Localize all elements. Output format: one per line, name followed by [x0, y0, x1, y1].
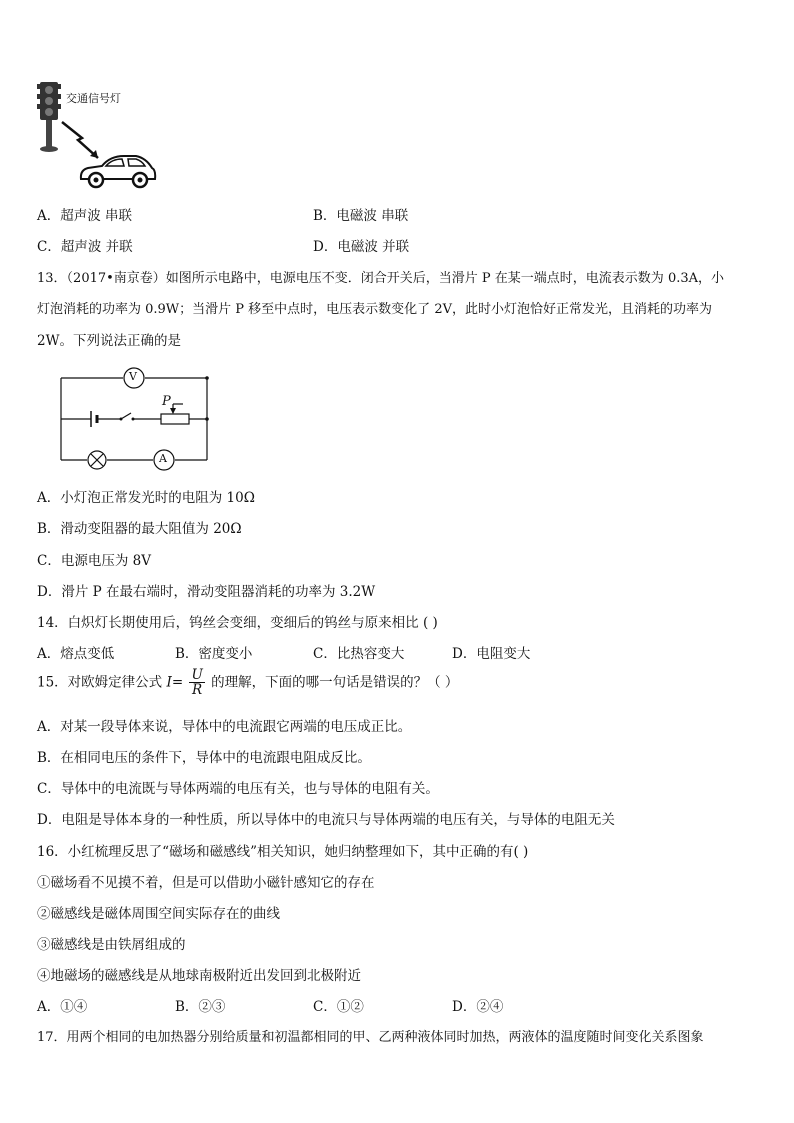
formula-voltage: U [191, 667, 203, 683]
circuit-diagram [55, 364, 215, 474]
q14-stem: 14．白炽灯长期使用后，钨丝会变细，变细后的钨丝与原来相比 ( ) [37, 615, 438, 631]
traffic-light-label: 交通信号灯 [66, 92, 121, 105]
q12-option-b: B．电磁波 串联 [313, 208, 409, 224]
q17-stem: 17．用两个相同的电加热器分别给质量和初温都相同的甲、乙两种液体同时加热，两液体的温度随时间变化关系图象 [37, 1030, 704, 1045]
formula-current: I [166, 674, 172, 691]
q16-option-a: A．①④ [37, 999, 88, 1015]
slider-label: P [162, 394, 171, 409]
q16-option-d: D．②④ [452, 999, 504, 1015]
q16-option-c: C．①② [313, 999, 364, 1015]
q13-option-c: C．电源电压为 8V [37, 553, 151, 569]
ammeter-label: A [159, 452, 167, 465]
q16-statement-2: ②磁感线是磁体周围空间实际存在的曲线 [37, 906, 280, 922]
q15-stem [37, 668, 458, 697]
q14-option-d: D．电阻变大 [452, 646, 531, 662]
q16-option-b: B．②③ [175, 999, 226, 1015]
q12-option-c: C．超声波 并联 [37, 239, 133, 255]
q13-stem-line-1: 13．（2017•南京卷）如图所示电路中，电源电压不变．闭合开关后，当滑片 P 在某一端点时，电流表示数为 0.3A，小 [37, 271, 725, 286]
q13-option-b: B．滑动变阻器的最大阻值为 20Ω [37, 521, 242, 537]
q16-stem: 16．小红梳理反思了“磁场和磁感线”相关知识，她归纳整理如下，其中正确的有( ) [37, 844, 529, 860]
q15-option-b: B．在相同电压的条件下，导体中的电流跟电阻成反比。 [37, 750, 371, 766]
q16-statement-1: ①磁场看不见摸不着，但是可以借助小磁针感知它的存在 [37, 875, 375, 891]
q13-option-d: D．滑片 P 在最右端时，滑动变阻器消耗的功率为 3.2W [37, 584, 376, 600]
voltmeter-label: V [129, 370, 137, 383]
q15-option-d: D．电阻是导体本身的一种性质，所以导体中的电流只与导体两端的电压有关，与导体的电阻无关 [37, 812, 615, 828]
q12-option-a: A．超声波 串联 [37, 208, 133, 224]
q15-stem-post: 的理解，下面的哪一句话是错误的？（ ） [211, 674, 459, 691]
q15-option-c: C．导体中的电流既与导体两端的电压有关，也与导体的电阻有关。 [37, 781, 439, 797]
q14-option-a: A．熔点变低 [37, 646, 115, 662]
formula-resistance: R [192, 682, 203, 698]
q14-option-c: C．比热容变大 [313, 646, 405, 662]
formula-fraction [189, 668, 204, 697]
q13-stem-line-2: 灯泡消耗的功率为 0.9W；当滑片 P 移至中点时，电压表示数变化了 2V，此时小灯泡恰好正常发光，且消耗的功率为 [37, 302, 712, 317]
formula-equals: = [171, 674, 184, 691]
traffic-light-figure [36, 76, 166, 196]
q16-statement-3: ③磁感线是由铁屑组成的 [37, 937, 186, 953]
q13-stem-line-3: 2W。下列说法正确的是 [37, 333, 181, 349]
q13-option-a: A．小灯泡正常发光时的电阻为 10Ω [37, 490, 255, 506]
q16-statement-4: ④地磁场的磁感线是从地球南极附近出发回到北极附近 [37, 968, 361, 984]
q15-option-a: A．对某一段导体来说，导体中的电流跟它两端的电压成正比。 [37, 719, 412, 735]
q14-option-b: B．密度变小 [175, 646, 253, 662]
q12-option-d: D．电磁波 并联 [313, 239, 410, 255]
q15-stem-pre: 15．对欧姆定律公式 [37, 674, 163, 691]
